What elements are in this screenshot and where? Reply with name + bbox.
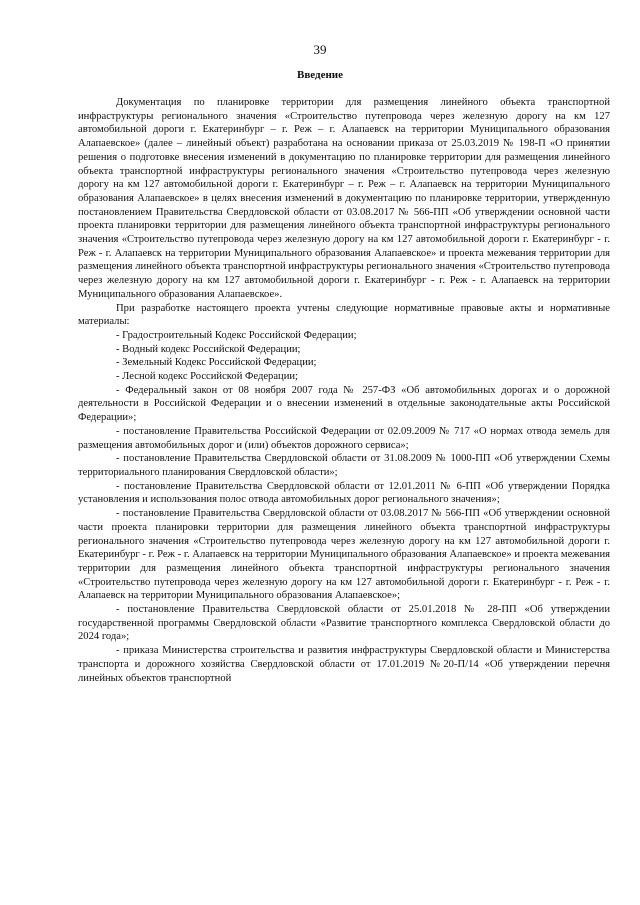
list-item: - постановление Правительства Свердловской области от 25.01.2018 № 28-ПП «Об утверждении государственной программы Свердловской области «Развитие транспортного комплекса Свердловской области до 2024 года»; <box>78 604 610 643</box>
list-item: - постановление Правительства Свердловской области от 31.08.2009 № 1000-ПП «Об утверждении Схемы территориального планирования Свердловской области»; <box>78 453 610 478</box>
list-item: - Водный кодекс Российской Федерации; <box>116 343 301 355</box>
list-item: - приказа Министерства строительства и развития инфраструктуры Свердловской области и Министерства транспорта и дорожного хозяйства Свердловской области от 17.01.2019 №20-П/14 «Об утверждении перечня линейных объектов транспортной <box>78 645 610 684</box>
list-item: - Градостроительный Кодекс Российской Федерации; <box>116 329 357 341</box>
page-number: 39 <box>313 42 327 57</box>
list-item: - Федеральный закон от 08 ноября 2007 года № 257-ФЗ «Об автомобильных дорогах и о дорожной деятельности в Российской Федерации и о внесении изменений в отдельные законодательные акты Российской Федерации»; <box>78 384 610 424</box>
document-body <box>78 96 610 685</box>
list-item: - Земельный Кодекс Российской Федерации; <box>116 357 317 369</box>
list-item: - постановление Правительства Российской Федерации от 02.09.2009 № 717 «О нормах отвода земель для размещения автомобильных дорог и (или) объектов дорожного сервиса»; <box>78 425 610 451</box>
list-item: - постановление Правительства Свердловской области от 12.01.2011 № 6-ПП «Об утверждении Порядка установления и использования полос отвода автомобильных дорог регионального значения»; <box>78 480 610 506</box>
paragraph-normative-acts: При разработке настоящего проекта учтены следующие нормативные правовые акты и нормативные материалы: <box>78 302 610 328</box>
paragraph-intro: Документация по планировке территории для размещения линейного объекта транспортной инфраструктуры регионального значения «Строительство путепровода через железную дорогу на км 127 автомобильной дороги г. Екатеринбург – г. Реж – г. Алапаевск на территории Муниципального образования Алапаевское» (далее – линейный объект) разработана на основании приказа от 25.03.2019 № 198-П «О принятии решения о подготовке внесения изменений в документацию по планировке территории для размещения линейного объекта транспортной инфраструктуры регионального значения «Строительство путепровода через железную дорогу на км 127 автомобильной дороги г. Екатеринбург – г. Реж – г. Алапаевск на территории Муниципального образования Алапаевское» в целях внесения изменений в документацию по планировке территории, утвержденную постановлением Правительства Свердловской области от 03.08.2017 № 566-ПП «Об утверждении основной части проекта планировки территории для размещения линейного объекта транспортной инфраструктуры регионального значения «Строительство путепровода через железную дорогу на км 127 автомобильной дороги г. Екатеринбург - г. Реж - г. Алапаевск на территории Муниципального образования Алапаевское» и проекта межевания территории для размещения линейного объекта транспортной инфраструктуры регионального значения «Строительство путепровода через железную дорогу на км 127 автомобильной дороги г. Екатеринбург - г. Реж - г. Алапаевск на территории Муниципального образования Алапаевское». <box>78 97 610 300</box>
list-item: - Лесной кодекс Российской Федерации; <box>116 371 298 383</box>
normative-acts-list <box>78 329 610 685</box>
list-item: - постановление Правительства Свердловской области от 03.08.2017 № 566-ПП «Об утверждении основной части проекта планировки территории для размещения линейного объекта транспортной инфраструктуры регионального значения «Строительство путепровода через железную дорогу на км 127 автомобильной дороги г. Екатеринбург - г. Реж - г. Алапаевск на территории Муниципального образования Алапаевское» и проекта межевания территории для размещения линейного объекта транспортной инфраструктуры регионального значения «Строительство путепровода через железную дорогу на км 127 автомобильной дороги г. Екатеринбург - г. Реж - г. Алапаевск на территории Муниципального образования Алапаевское»; <box>78 508 610 602</box>
section-heading: Введение <box>296 69 344 81</box>
